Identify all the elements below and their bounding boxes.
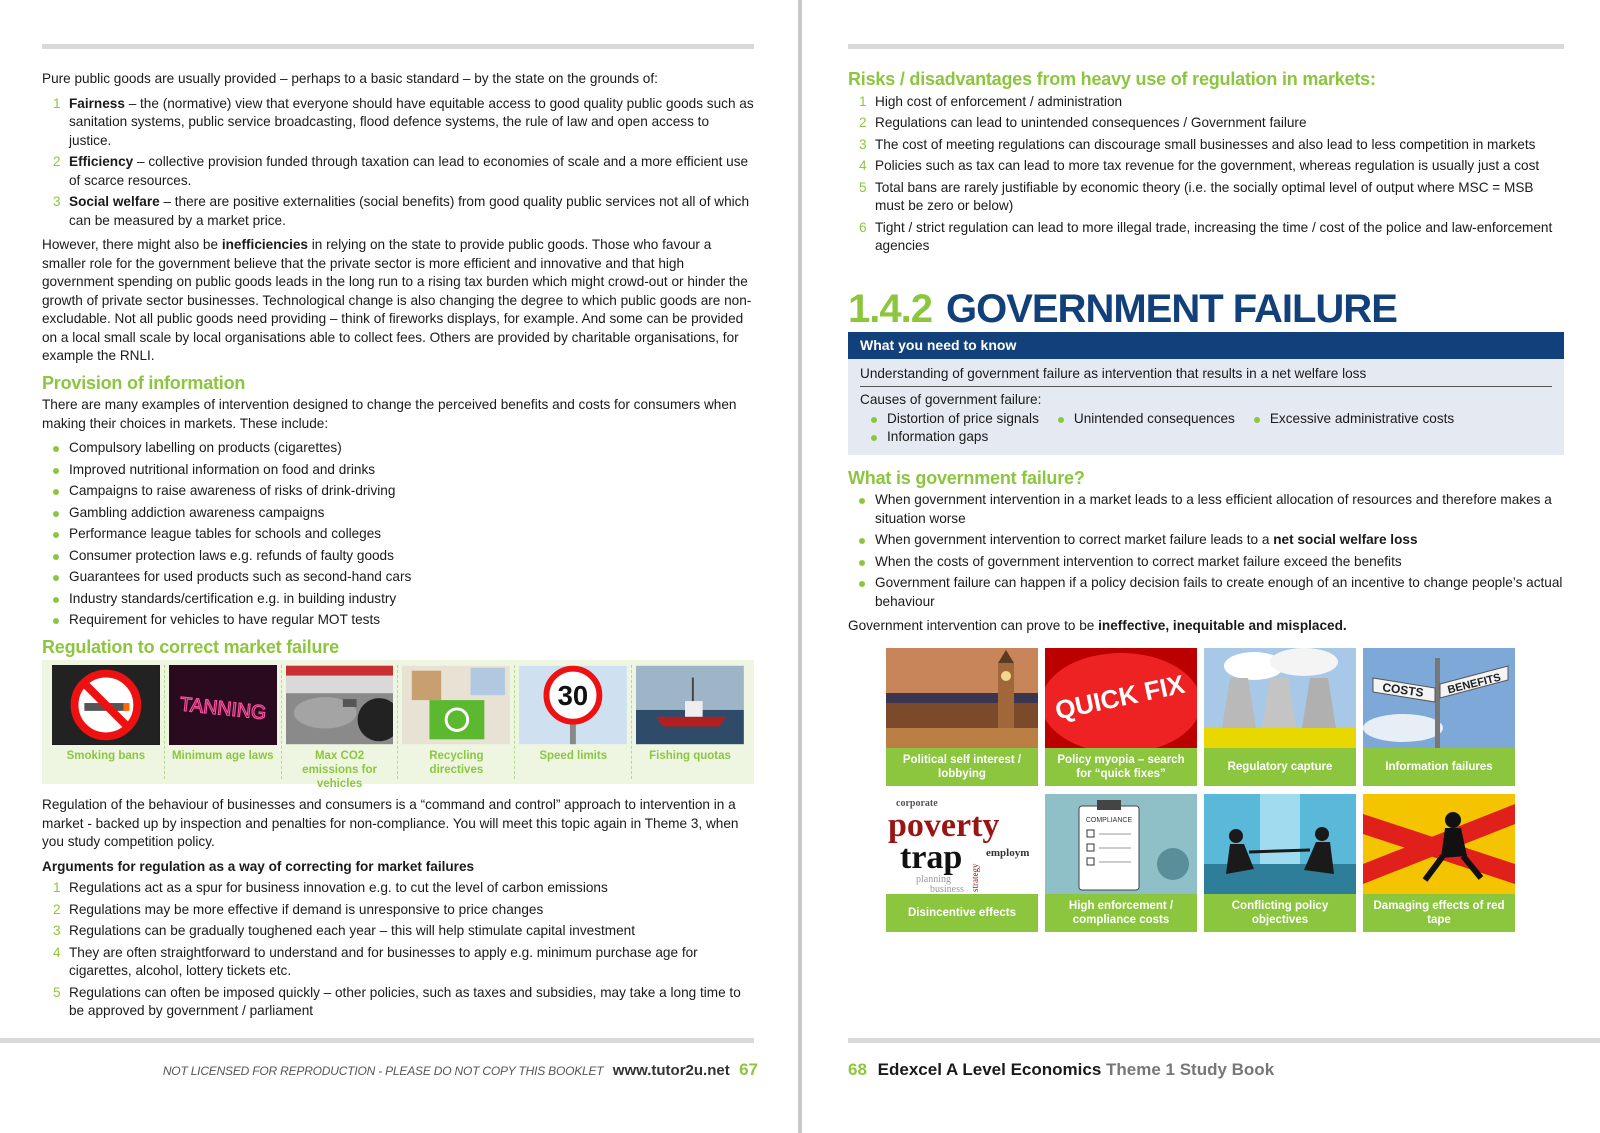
list-item: [848, 553, 1564, 572]
list-item: [42, 153, 754, 190]
section-number: 1.4.2: [848, 286, 932, 331]
text-span: However, there might also be: [42, 237, 222, 252]
list-item: Improved nutritional information on food and drinks: [42, 461, 754, 480]
bottom-rule: [848, 1038, 1600, 1043]
list-item: [42, 922, 754, 941]
tile-capture: [1204, 648, 1356, 786]
reg-caption: Recycling directives: [429, 750, 484, 776]
tile-caption: Information failures: [1385, 760, 1493, 773]
speed-sign-text: 30: [557, 680, 589, 711]
red-tape-icon: [1363, 794, 1515, 894]
command-control-paragraph: Regulation of the behaviour of businesses and consumers is a “command and control” approach to intervention in a market - backed up by inspection and penalties for non-compliance. You will meet this topic again in Theme 3, when you study competition policy.: [42, 797, 739, 849]
list-item: Guarantees for used products such as second-hand cars: [42, 568, 754, 587]
word-strategy: strategy: [970, 863, 980, 892]
item-text: Tight / strict regulation can lead to more illegal trade, increasing the time / cost of the police and law-enforcement agencies: [875, 219, 1553, 253]
args-heading: Arguments for regulation as a way of correcting for market failures: [42, 858, 475, 874]
understanding-line: Understanding of government failure as intervention that results in a net welfare loss: [860, 365, 1552, 388]
benefits-sign-text: BENEFITS: [1446, 671, 1503, 696]
cooling-towers-icon: [1204, 648, 1356, 748]
item-number: 1: [53, 880, 61, 895]
item-number: 3: [53, 194, 61, 209]
item-text: When government intervention to correct market failure leads to a: [875, 532, 1274, 547]
need-to-know-body: [848, 359, 1564, 455]
reg-caption: Minimum age laws: [171, 750, 274, 762]
list-item: [848, 491, 1564, 528]
item-term: Efficiency: [69, 154, 134, 169]
item-term: Fairness: [69, 95, 125, 111]
tile-caption: High enforcement / compliance costs: [1068, 899, 1174, 926]
reg-caption: Smoking bans: [66, 750, 146, 762]
item-term: Social welfare: [69, 194, 160, 209]
item-text: Regulations may be more effective if demand is unresponsive to price changes: [69, 901, 544, 917]
what-heading: What is government failure?: [848, 467, 1085, 488]
list-item: [848, 574, 1564, 611]
costs-sign-text: COSTS: [1381, 679, 1425, 700]
tile-caption: Regulatory capture: [1227, 760, 1333, 773]
item-number: 3: [53, 923, 61, 938]
item-text: Government failure can happen if a policy decision fails to create enough of an incentive to change people’s actual behaviour: [875, 575, 1563, 609]
item-number: 4: [859, 158, 867, 173]
cause-item: Information gaps: [860, 428, 988, 447]
regulation-image-strip: [42, 660, 754, 790]
risks-heading: Risks / disadvantages from heavy use of regulation in markets:: [848, 69, 1376, 89]
list-item: Requirement for vehicles to have regular MOT tests: [42, 611, 754, 630]
tug-of-war-icon: [1204, 794, 1356, 894]
item-number: 4: [53, 944, 61, 960]
text-span: Government intervention can prove to be: [848, 618, 1099, 633]
item-number: 2: [53, 901, 61, 917]
page-number: 68: [848, 1060, 867, 1079]
item-text: – collective provision funded through taxation can lead to economies of scale and a more efficient use of scarce resources.: [69, 154, 749, 188]
item-text: When the costs of government intervention to correct market failure exceed the benefits: [875, 553, 1402, 569]
fishing-boat-icon: [636, 665, 744, 745]
tile-caption: Policy myopia – search for “quick fixes”: [1057, 753, 1185, 780]
item-text: – the (normative) view that everyone should have equitable access to good quality public goods such as sanitation systems, public service broadcasting, flood defence systems, the rule of law and open access to justice.: [69, 95, 754, 148]
word-planning: planning: [916, 873, 951, 885]
section-heading: [848, 286, 1564, 331]
list-item: [848, 179, 1564, 216]
list-item: [42, 984, 754, 1021]
compliance-clipboard-icon: [1045, 794, 1197, 894]
tile-caption: Damaging effects of red tape: [1373, 899, 1505, 926]
list-item: [42, 901, 754, 920]
list-item: Compulsory labelling on products (cigarettes): [42, 439, 754, 458]
causes-image-grid: [886, 648, 1564, 932]
exhaust-icon: [286, 665, 394, 745]
tile-caption: Disincentive effects: [907, 906, 1016, 919]
bold-term: ineffective, inequitable and misplaced.: [1098, 618, 1347, 633]
cause-item: Unintended consequences: [1047, 410, 1235, 429]
speed-limit-icon: [519, 665, 627, 745]
left-footer: [163, 1060, 758, 1080]
item-text: Total bans are rarely justifiable by economic theory (i.e. the socially optimal level of output where MSC = MSB must be zero or below): [875, 179, 1534, 213]
list-item: [42, 95, 754, 151]
intro-paragraph: Pure public goods are usually provided – perhaps to a basic standard – by the state on the grounds of:: [42, 71, 658, 86]
item-number: 6: [859, 219, 867, 235]
item-number: 1: [859, 93, 867, 109]
bold-term: inefficiencies: [221, 237, 308, 252]
args-list: [42, 879, 754, 1021]
list-item: [848, 219, 1564, 256]
reg-image-recycling: [398, 665, 515, 779]
tile-red-tape: [1363, 794, 1515, 932]
right-content: [848, 70, 1564, 932]
item-text: Regulations can often be imposed quickly – other policies, such as taxes and subsidies, may take a long time to be approved by government / parliament: [69, 984, 741, 1018]
item-number: 5: [53, 984, 61, 1000]
book-subtitle: Theme 1 Study Book: [1101, 1060, 1275, 1079]
tile-political: [886, 648, 1038, 786]
item-number: 2: [53, 154, 61, 169]
reg-image-emissions: [282, 665, 399, 790]
item-number: 2: [859, 115, 867, 130]
reg-image-age: [165, 665, 282, 779]
item-text: Regulations act as a spur for business innovation e.g. to cut the level of carbon emissions: [69, 880, 608, 895]
list-item: [848, 93, 1564, 112]
word-corporate: corporate: [896, 797, 938, 809]
compliance-text: COMPLIANCE: [1085, 816, 1133, 824]
item-text: – there are positive externalities (social benefits) from good quality public services not all of which can be measured by a market price.: [69, 194, 750, 228]
word-employm: employm: [986, 846, 1030, 859]
what-list: [848, 491, 1564, 611]
list-item: Gambling addiction awareness campaigns: [42, 504, 754, 523]
need-to-know-box: [848, 332, 1564, 455]
item-text: When government intervention in a market leads to a less efficient allocation of resources and therefore makes a situation worse: [875, 492, 1552, 526]
tile-disincentive: [886, 794, 1038, 932]
info-intro: There are many examples of intervention designed to change the perceived benefits and costs for consumers when making their choices in markets. These include:: [42, 397, 737, 431]
tile-caption: Conflicting policy objectives: [1231, 899, 1329, 926]
regulation-heading: Regulation to correct market failure: [42, 636, 339, 657]
item-text: Policies such as tax can lead to more tax revenue for the government, whereas regulation is usually just a cost: [875, 158, 1540, 173]
right-footer: [848, 1060, 1274, 1080]
list-item: [848, 114, 1564, 133]
top-rule: [42, 44, 754, 49]
item-text: Regulations can lead to unintended consequences / Government failure: [875, 115, 1307, 130]
causes-list: [860, 410, 1552, 429]
page-68: [802, 0, 1600, 1133]
info-list: [42, 439, 754, 630]
grounds-list: [42, 95, 754, 231]
top-rule: [848, 44, 1564, 49]
website-link[interactable]: www.tutor2u.net: [612, 1062, 730, 1079]
risks-list: [848, 93, 1564, 256]
tile-myopia: [1045, 648, 1197, 786]
no-smoking-icon: [52, 665, 160, 745]
book-title: Edexcel A Level Economics: [877, 1060, 1102, 1079]
reg-caption: Max CO2 emissions for vehicles: [302, 750, 377, 790]
item-text: They are often straightforward to understand and for businesses to apply e.g. minimum purchase age for cigarettes, alcohol, lottery tickets etc.: [69, 944, 698, 978]
parliament-icon: [886, 648, 1038, 748]
quick-fix-button-icon: [1045, 648, 1197, 748]
word-business: business: [930, 883, 964, 894]
cause-item: Excessive administrative costs: [1243, 410, 1454, 429]
list-item: Consumer protection laws e.g. refunds of faulty goods: [42, 547, 754, 566]
reg-caption: Fishing quotas: [649, 750, 731, 762]
tanning-sign-text: TANNING: [178, 693, 268, 725]
causes-label: Causes of government failure:: [860, 392, 1042, 407]
cause-item: Distortion of price signals: [860, 410, 1039, 429]
list-item: Performance league tables for schools and colleges: [42, 525, 754, 544]
word-poverty: poverty: [888, 806, 1000, 844]
list-item: Industry standards/certification e.g. in building industry: [42, 590, 754, 609]
reg-image-speed: [515, 665, 632, 779]
causes-list: [860, 428, 1552, 447]
list-item: [848, 531, 1564, 550]
quick-fix-text: QUICK FIX: [1052, 668, 1188, 725]
item-text: The cost of meeting regulations can discourage small businesses and also lead to less competition in markets: [875, 136, 1536, 152]
list-item: [848, 136, 1564, 155]
list-item: [42, 193, 754, 230]
item-text: High cost of enforcement / administration: [875, 93, 1123, 109]
left-content: [42, 70, 754, 1027]
tile-conflicting: [1204, 794, 1356, 932]
page-number: 67: [739, 1060, 758, 1079]
list-item: [848, 157, 1564, 176]
list-item: [42, 879, 754, 898]
reg-caption: Speed limits: [539, 750, 608, 762]
list-item: Campaigns to raise awareness of risks of drink-driving: [42, 482, 754, 501]
item-number: 1: [53, 95, 61, 111]
reg-image-smoking: [48, 665, 165, 779]
tile-enforcement: [1045, 794, 1197, 932]
tanning-sign-icon: [169, 665, 277, 745]
item-text: Regulations can be gradually toughened each year – this will help stimulate capital investment: [69, 923, 635, 938]
inefficiencies-paragraph: [42, 236, 754, 366]
page-67: [0, 0, 798, 1133]
recycling-icon: [402, 665, 510, 745]
list-item: [42, 944, 754, 981]
section-title: GOVERNMENT FAILURE: [945, 286, 1397, 331]
prove-paragraph: [848, 617, 1564, 636]
bottom-rule: [0, 1038, 754, 1043]
item-number: 5: [859, 179, 867, 195]
info-heading: Provision of information: [42, 372, 246, 393]
poverty-trap-icon: [886, 794, 1038, 894]
signpost-icon: [1363, 648, 1515, 748]
reg-image-fishing: [632, 665, 748, 779]
bold-term: net social welfare loss: [1273, 532, 1418, 547]
need-to-know-heading: What you need to know: [848, 332, 1564, 359]
copyright-notice: NOT LICENSED FOR REPRODUCTION - PLEASE DO NOT COPY THIS BOOKLET: [162, 1064, 604, 1078]
tile-information: [1363, 648, 1515, 786]
word-trap: trap: [900, 838, 963, 876]
tile-caption: Political self interest / lobbying: [902, 753, 1022, 780]
item-number: 3: [859, 136, 867, 152]
text-span: in relying on the state to provide public goods. Those who favour a smaller role for the government believe that the private sector is more efficient and innovative and that high government spending on public goods leads in the long run to a rising tax burden which might crowd-out or hinder the growth of private sector businesses. Technological change is also changing the degree to which public goods are non-excludable. Not all public goods need providing – think of fireworks displays, for example. And some can be provided on a local small scale by local organisations able to collect fees. Others are provided by charitable organisations, for example the RNLI.: [42, 237, 752, 363]
